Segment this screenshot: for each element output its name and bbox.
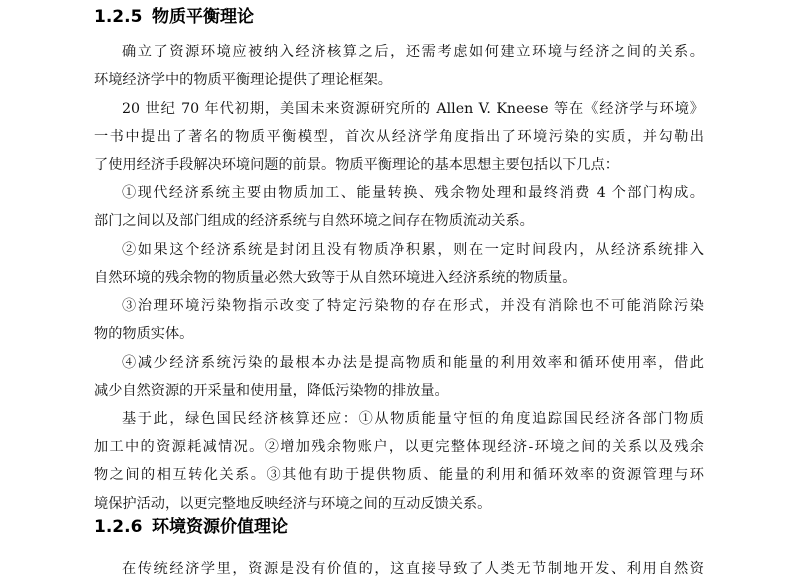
list-item-line: ②如果这个经济系统是封闭且没有物质净积累，则在一定时间段内，从经济系统排入 — [122, 242, 704, 258]
paragraph-line: 物之间的相互转化关系。③其他有助于提供物质、能量的利用和循环效率的资源管理与环 — [94, 467, 704, 483]
paragraph-line: 环境经济学中的物质平衡理论提供了理论框架。 — [94, 72, 392, 88]
list-item-line: 减少自然资源的开采量和使用量，降低污染物的排放量。 — [94, 383, 449, 399]
section-title: 物质平衡理论 — [152, 7, 254, 27]
list-item-line: 部门之间以及部门组成的经济系统与自然环境之间存在物质流动关系。 — [94, 213, 534, 229]
paragraph-line: 境保护活动，以更完整地反映经济与环境之间的互动反馈关系。 — [94, 496, 492, 512]
list-item-line: 自然环境的残余物的物质量必然大致等于从自然环境进入经济系统的物质量。 — [94, 270, 577, 286]
list-item-line: 物的物质实体。 — [94, 326, 194, 342]
section-number: 1.2.5 — [94, 7, 143, 27]
paragraph-line: 基于此，绿色国民经济核算还应：①从物质能量守恒的角度追踪国民经济各部门物质 — [122, 411, 704, 427]
paragraph-line: 加工中的资源耗减情况。②增加残余物账户，以更完整体现经济-环境之间的关系以及残余 — [94, 439, 704, 455]
section-number: 1.2.6 — [94, 517, 143, 537]
paragraph-line: 在传统经济学里，资源是没有价值的，这直接导致了人类无节制地开发、利用自然资 — [122, 561, 704, 577]
paragraph-line: 确立了资源环境应被纳入经济核算之后，还需考虑如何建立环境与经济之间的关系。 — [122, 44, 704, 60]
list-item-line: ①现代经济系统主要由物质加工、能量转换、残余物处理和最终消费 4 个部门构成。 — [122, 185, 704, 201]
list-item-line: ③治理环境污染物指示改变了特定污染物的存在形式，并没有消除也不可能消除污染 — [122, 298, 704, 314]
paragraph-line: 20 世纪 70 年代初期，美国未来资源研究所的 Allen V. Kneese 等在《经济学与环境》 — [122, 101, 704, 117]
list-item-line: ④减少经济系统污染的最根本办法是提高物质和能量的利用效率和循环使用率，借此 — [122, 355, 704, 371]
section-heading-1-2-5 — [94, 6, 254, 28]
paragraph-line: 一书中提出了著名的物质平衡模型，首次从经济学角度指出了环境污染的实质，并勾勒出 — [94, 129, 704, 145]
section-title: 环境资源价值理论 — [152, 517, 288, 537]
section-heading-1-2-6 — [94, 516, 288, 538]
paragraph-line: 了使用经济手段解决环境问题的前景。物质平衡理论的基本思想主要包括以下几点： — [94, 157, 619, 173]
